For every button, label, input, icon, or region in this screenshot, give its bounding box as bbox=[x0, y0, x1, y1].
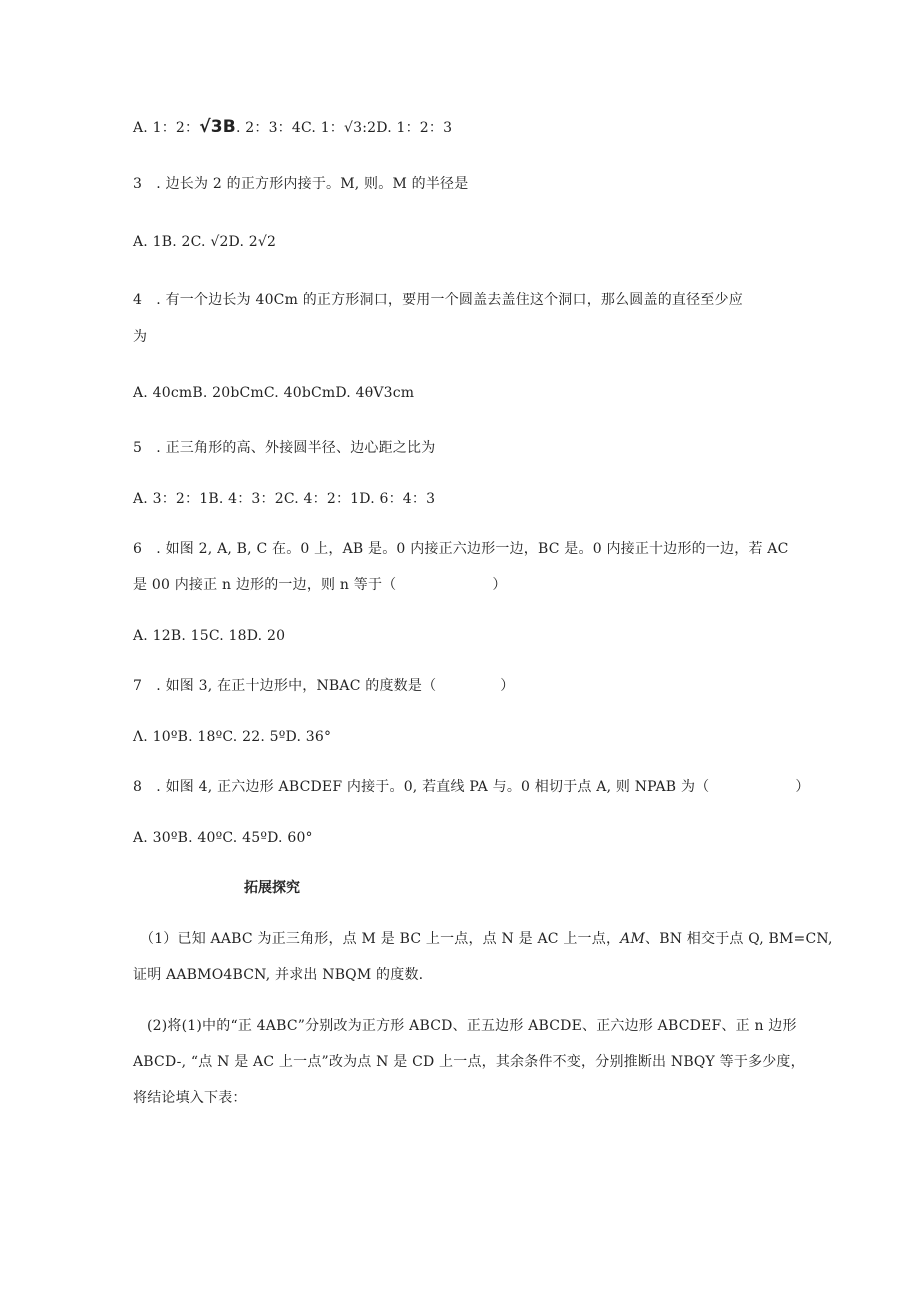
q8-stem bbox=[133, 777, 810, 797]
q6-stem-line2-text: 是 00 内接正 n 边形的一边，则 n 等于（ bbox=[133, 577, 397, 593]
ext-p1-line1-a: （1）已知 AABC 为正三角形，点 M 是 BC 上一点，点 N 是 AC 上一点， bbox=[140, 931, 621, 947]
q7-stem bbox=[133, 676, 514, 696]
q7-stem-text: 7 . 如图 3, 在正十边形中，NBAC 的度数是（ bbox=[133, 678, 437, 694]
q4-options: A. 40cmB. 20bCmC. 40bCmD. 4θV3cm bbox=[133, 385, 415, 401]
q2-options bbox=[133, 117, 452, 138]
ext-p1-line1-italic: AM bbox=[620, 931, 646, 947]
ext-p2-line2: ABCD-, “点 N 是 AC 上一点”改为点 N 是 CD 上一点，其余条件不变，分别推断出 NBQY 等于多少度， bbox=[133, 1054, 805, 1070]
q8-options: A. 30ºB. 40ºC. 45ºD. 60° bbox=[133, 830, 313, 846]
q5-options: A. 3：2：1B. 4：3：2C. 4：2：1D. 6：4：3 bbox=[133, 491, 436, 507]
q2-options-a: A. 1：2： bbox=[133, 120, 200, 136]
q8-close-paren: ） bbox=[795, 779, 810, 795]
q2-options-rest: . 2：3：4C. 1：√3:2D. 1：2：3 bbox=[235, 120, 453, 136]
q7-options: Λ. 10ºB. 18ºC. 22. 5ºD. 36° bbox=[133, 729, 332, 745]
q2-options-sqrt3: √3B bbox=[199, 117, 236, 137]
q6-close-paren: ） bbox=[492, 577, 507, 593]
q7-close-paren: ） bbox=[500, 678, 515, 694]
ext-p1-line2: 证明 AABMO4BCN, 并求出 NBQM 的度数. bbox=[133, 967, 424, 983]
q4-stem-line2: 为 bbox=[133, 329, 148, 345]
q5-stem: 5 . 正三角形的高、外接圆半径、边心距之比为 bbox=[133, 440, 436, 456]
ext-p1-line1 bbox=[140, 929, 833, 949]
ext-p2-line3: 将结论填入下表： bbox=[133, 1090, 247, 1106]
q3-stem: 3 . 边长为 2 的正方形内接于。M, 则。M 的半径是 bbox=[133, 176, 469, 192]
q6-stem-line1: 6 . 如图 2, A, B, C 在。0 上，AB 是。0 内接正六边形一边，BC 是。0 内接正十边形的一边，若 AC bbox=[133, 541, 789, 557]
ext-p1-line1-b: 、BN 相交于点 Q, BM=CN, bbox=[645, 931, 833, 947]
q6-stem-line2 bbox=[133, 575, 507, 595]
q4-stem-line1: 4 . 有一个边长为 40Cm 的正方形洞口，要用一个圆盖去盖住这个洞口，那么圆盖的直径至少应 bbox=[133, 292, 743, 308]
q3-options: A. 1B. 2C. √2D. 2√2 bbox=[133, 234, 277, 250]
extension-heading: 拓展探究 bbox=[244, 880, 300, 896]
q8-stem-text: 8 . 如图 4, 正六边形 ABCDEF 内接于。0, 若直线 PA 与。0 相切于点 A, 则 NPAB 为（ bbox=[133, 779, 710, 795]
ext-p2-line1: (2)将(1)中的“正 4ABC”分别改为正方形 ABCD、正五边形 ABCDE、正六边形 ABCDEF、正 n 边形 bbox=[147, 1018, 797, 1034]
q6-options: A. 12B. 15C. 18D. 20 bbox=[133, 628, 286, 644]
